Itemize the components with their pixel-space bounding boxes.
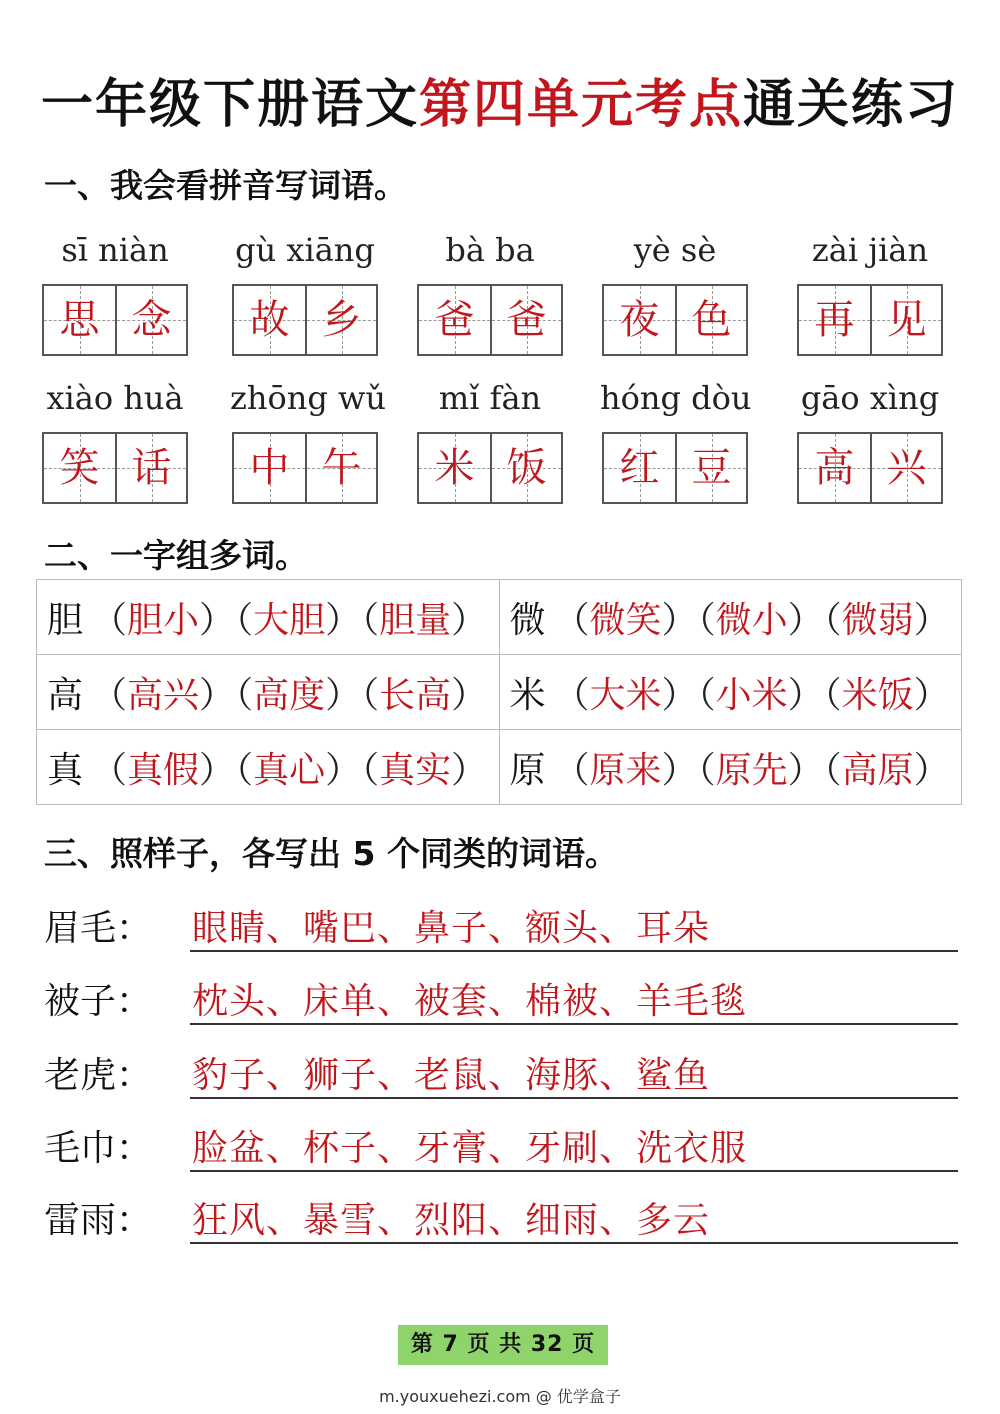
paren-open: （ (361, 674, 380, 716)
base-character: 真 (47, 749, 84, 791)
paren-close: ） (661, 599, 698, 641)
paren-open: （ (361, 749, 380, 791)
answer-word: 长高 (379, 674, 452, 716)
answer-word: 小米 (715, 674, 788, 716)
paren-open: （ (823, 599, 842, 641)
tianzige-cell (115, 286, 186, 354)
tianzige-cell (604, 286, 675, 354)
word-group-cell (37, 655, 500, 730)
answer-character: 豆 (691, 445, 732, 491)
tianzige-box (232, 432, 378, 504)
answer-character: 米 (434, 445, 475, 491)
paren-open: （ (823, 749, 842, 791)
paren-open: （ (553, 674, 590, 716)
tianzige-cell (870, 434, 941, 502)
paren-open: （ (235, 599, 254, 641)
pinyin-item (600, 228, 750, 356)
tianzige-box (232, 284, 378, 356)
paren-open: （ (235, 749, 254, 791)
title-part3: 通关练习 (743, 75, 960, 135)
answer-character: 笑 (59, 445, 100, 491)
answer-word: 胆小 (127, 599, 200, 641)
paren-open: （ (91, 674, 128, 716)
paren-close: ） (661, 749, 698, 791)
category-answer: 狂风、暴雪、烈阳、细雨、多云 (192, 1200, 711, 1241)
base-character: 高 (47, 674, 84, 716)
tianzige-cell (234, 286, 305, 354)
tianzige-box (797, 432, 943, 504)
paren-open: （ (553, 599, 590, 641)
word-group-table (36, 579, 962, 805)
word-group-cell (37, 580, 500, 655)
answer-character: 午 (321, 445, 362, 491)
paren-open: （ (91, 749, 128, 791)
category-label: 毛巾： (44, 1128, 153, 1169)
pinyin-item (415, 228, 565, 356)
paren-open: （ (235, 674, 254, 716)
paren-close: ） (913, 674, 950, 716)
answer-underline (190, 950, 958, 952)
tianzige-box (602, 284, 748, 356)
answer-word: 原来 (589, 749, 662, 791)
category-answer: 豹子、狮子、老鼠、海豚、鲨鱼 (192, 1055, 711, 1096)
answer-word: 高兴 (127, 674, 200, 716)
tianzige-box (602, 432, 748, 504)
answer-word: 微笑 (589, 599, 662, 641)
table-row (37, 730, 962, 805)
answer-underline (190, 1170, 958, 1172)
tianzige-box (417, 432, 563, 504)
paren-close: ） (787, 599, 824, 641)
paren-close: ） (325, 599, 362, 641)
pinyin-item (415, 376, 565, 504)
paren-close: ） (451, 599, 488, 641)
answer-character: 中 (249, 445, 290, 491)
tianzige-box (417, 284, 563, 356)
tianzige-box (42, 432, 188, 504)
answer-character: 念 (131, 297, 172, 343)
answer-character: 兴 (886, 445, 927, 491)
answer-character: 故 (249, 297, 290, 343)
pinyin-text: bà ba (445, 231, 535, 269)
paren-close: ） (913, 599, 950, 641)
answer-character: 饭 (506, 445, 547, 491)
paren-open: （ (697, 749, 716, 791)
pinyin-item (600, 376, 750, 504)
pinyin-item (795, 376, 945, 504)
pinyin-item (40, 376, 190, 504)
title-part1: 一年级下册语文 (40, 75, 419, 135)
pinyin-text: gāo xìng (800, 379, 940, 417)
category-answer: 脸盆、杯子、牙膏、牙刷、洗衣服 (192, 1128, 748, 1169)
tianzige-cell (675, 286, 746, 354)
paren-open: （ (697, 674, 716, 716)
paren-close: ） (199, 599, 236, 641)
answer-word: 胆量 (379, 599, 452, 641)
paren-close: ） (787, 749, 824, 791)
tianzige-cell (234, 434, 305, 502)
category-answer: 枕头、床单、被套、棉被、羊毛毯 (192, 981, 748, 1022)
answer-word: 微小 (715, 599, 788, 641)
paren-close: ） (787, 674, 824, 716)
word-group-cell (499, 730, 962, 805)
answer-character: 话 (131, 445, 172, 491)
answer-word: 高原 (841, 749, 914, 791)
tianzige-cell (799, 434, 870, 502)
paren-close: ） (199, 749, 236, 791)
base-character: 胆 (47, 599, 84, 641)
paren-close: ） (451, 674, 488, 716)
pinyin-text: gù xiāng (235, 231, 375, 269)
answer-character: 乡 (321, 297, 362, 343)
paren-open: （ (553, 749, 590, 791)
base-character: 微 (509, 599, 546, 641)
answer-character: 爸 (506, 297, 547, 343)
pinyin-text: yè sè (633, 231, 717, 269)
category-row (44, 1114, 958, 1178)
paren-open: （ (823, 674, 842, 716)
word-group-cell (37, 730, 500, 805)
pinyin-text: hóng dòu (600, 379, 752, 417)
pinyin-text: xiào huà (46, 379, 184, 417)
site-credit: m.youxuehezi.com @ 优学盒子 (379, 1387, 621, 1406)
pinyin-item (795, 228, 945, 356)
answer-character: 思 (59, 297, 100, 343)
tianzige-cell (604, 434, 675, 502)
answer-character: 高 (814, 445, 855, 491)
tianzige-box (42, 284, 188, 356)
tianzige-cell (419, 434, 490, 502)
paren-open: （ (91, 599, 128, 641)
paren-close: ） (325, 674, 362, 716)
answer-character: 色 (691, 297, 732, 343)
tianzige-cell (115, 434, 186, 502)
paren-close: ） (325, 749, 362, 791)
category-row (44, 967, 958, 1031)
word-group-cell (499, 580, 962, 655)
paren-close: ） (451, 749, 488, 791)
paren-close: ） (661, 674, 698, 716)
table-row (37, 580, 962, 655)
pinyin-text: zhōng wǔ (230, 379, 386, 417)
paren-open: （ (697, 599, 716, 641)
category-label: 老虎： (44, 1055, 153, 1096)
answer-character: 再 (814, 297, 855, 343)
category-answer: 眼睛、嘴巴、鼻子、额头、耳朵 (192, 908, 711, 949)
paren-open: （ (361, 599, 380, 641)
pinyin-item (230, 228, 380, 356)
tianzige-box (797, 284, 943, 356)
answer-word: 真实 (379, 749, 452, 791)
category-row (44, 894, 958, 958)
title-part2: 第四单元考点 (418, 75, 743, 135)
pinyin-text: zài jiàn (811, 231, 929, 269)
paren-close: ） (913, 749, 950, 791)
answer-underline (190, 1242, 958, 1244)
tianzige-cell (419, 286, 490, 354)
table-row (37, 655, 962, 730)
answer-word: 真假 (127, 749, 200, 791)
answer-character: 夜 (619, 297, 660, 343)
tianzige-cell (490, 286, 561, 354)
answer-word: 原先 (715, 749, 788, 791)
category-label: 雷雨： (44, 1200, 153, 1241)
base-character: 原 (509, 749, 546, 791)
answer-word: 高度 (253, 674, 326, 716)
word-group-cell (499, 655, 962, 730)
category-row (44, 1041, 958, 1105)
answer-word: 真心 (253, 749, 326, 791)
category-label: 被子： (44, 981, 153, 1022)
pinyin-item (230, 376, 386, 504)
category-row (44, 1186, 958, 1250)
answer-word: 大米 (589, 674, 662, 716)
answer-word: 米饭 (841, 674, 914, 716)
pinyin-text: sī niàn (61, 231, 169, 269)
category-label: 眉毛： (44, 908, 153, 949)
answer-word: 微弱 (841, 599, 914, 641)
section1-heading: 一、我会看拼音写词语。 (44, 166, 407, 205)
paren-close: ） (199, 674, 236, 716)
tianzige-cell (675, 434, 746, 502)
answer-character: 红 (619, 445, 660, 491)
base-character: 米 (509, 674, 546, 716)
page-number-badge: 第 7 页 共 32 页 (398, 1325, 608, 1365)
tianzige-cell (305, 286, 376, 354)
section2-heading: 二、一字组多词。 (44, 536, 308, 575)
answer-word: 大胆 (253, 599, 326, 641)
answer-character: 见 (886, 297, 927, 343)
tianzige-cell (799, 286, 870, 354)
tianzige-cell (305, 434, 376, 502)
page-title (0, 62, 1000, 137)
section3-heading: 三、照样子，各写出 5 个同类的词语。 (44, 834, 618, 873)
tianzige-cell (44, 286, 115, 354)
tianzige-cell (44, 434, 115, 502)
tianzige-cell (490, 434, 561, 502)
answer-character: 爸 (434, 297, 475, 343)
pinyin-text: mǐ fàn (438, 379, 542, 417)
pinyin-item (40, 228, 190, 356)
answer-underline (190, 1097, 958, 1099)
answer-underline (190, 1023, 958, 1025)
tianzige-cell (870, 286, 941, 354)
